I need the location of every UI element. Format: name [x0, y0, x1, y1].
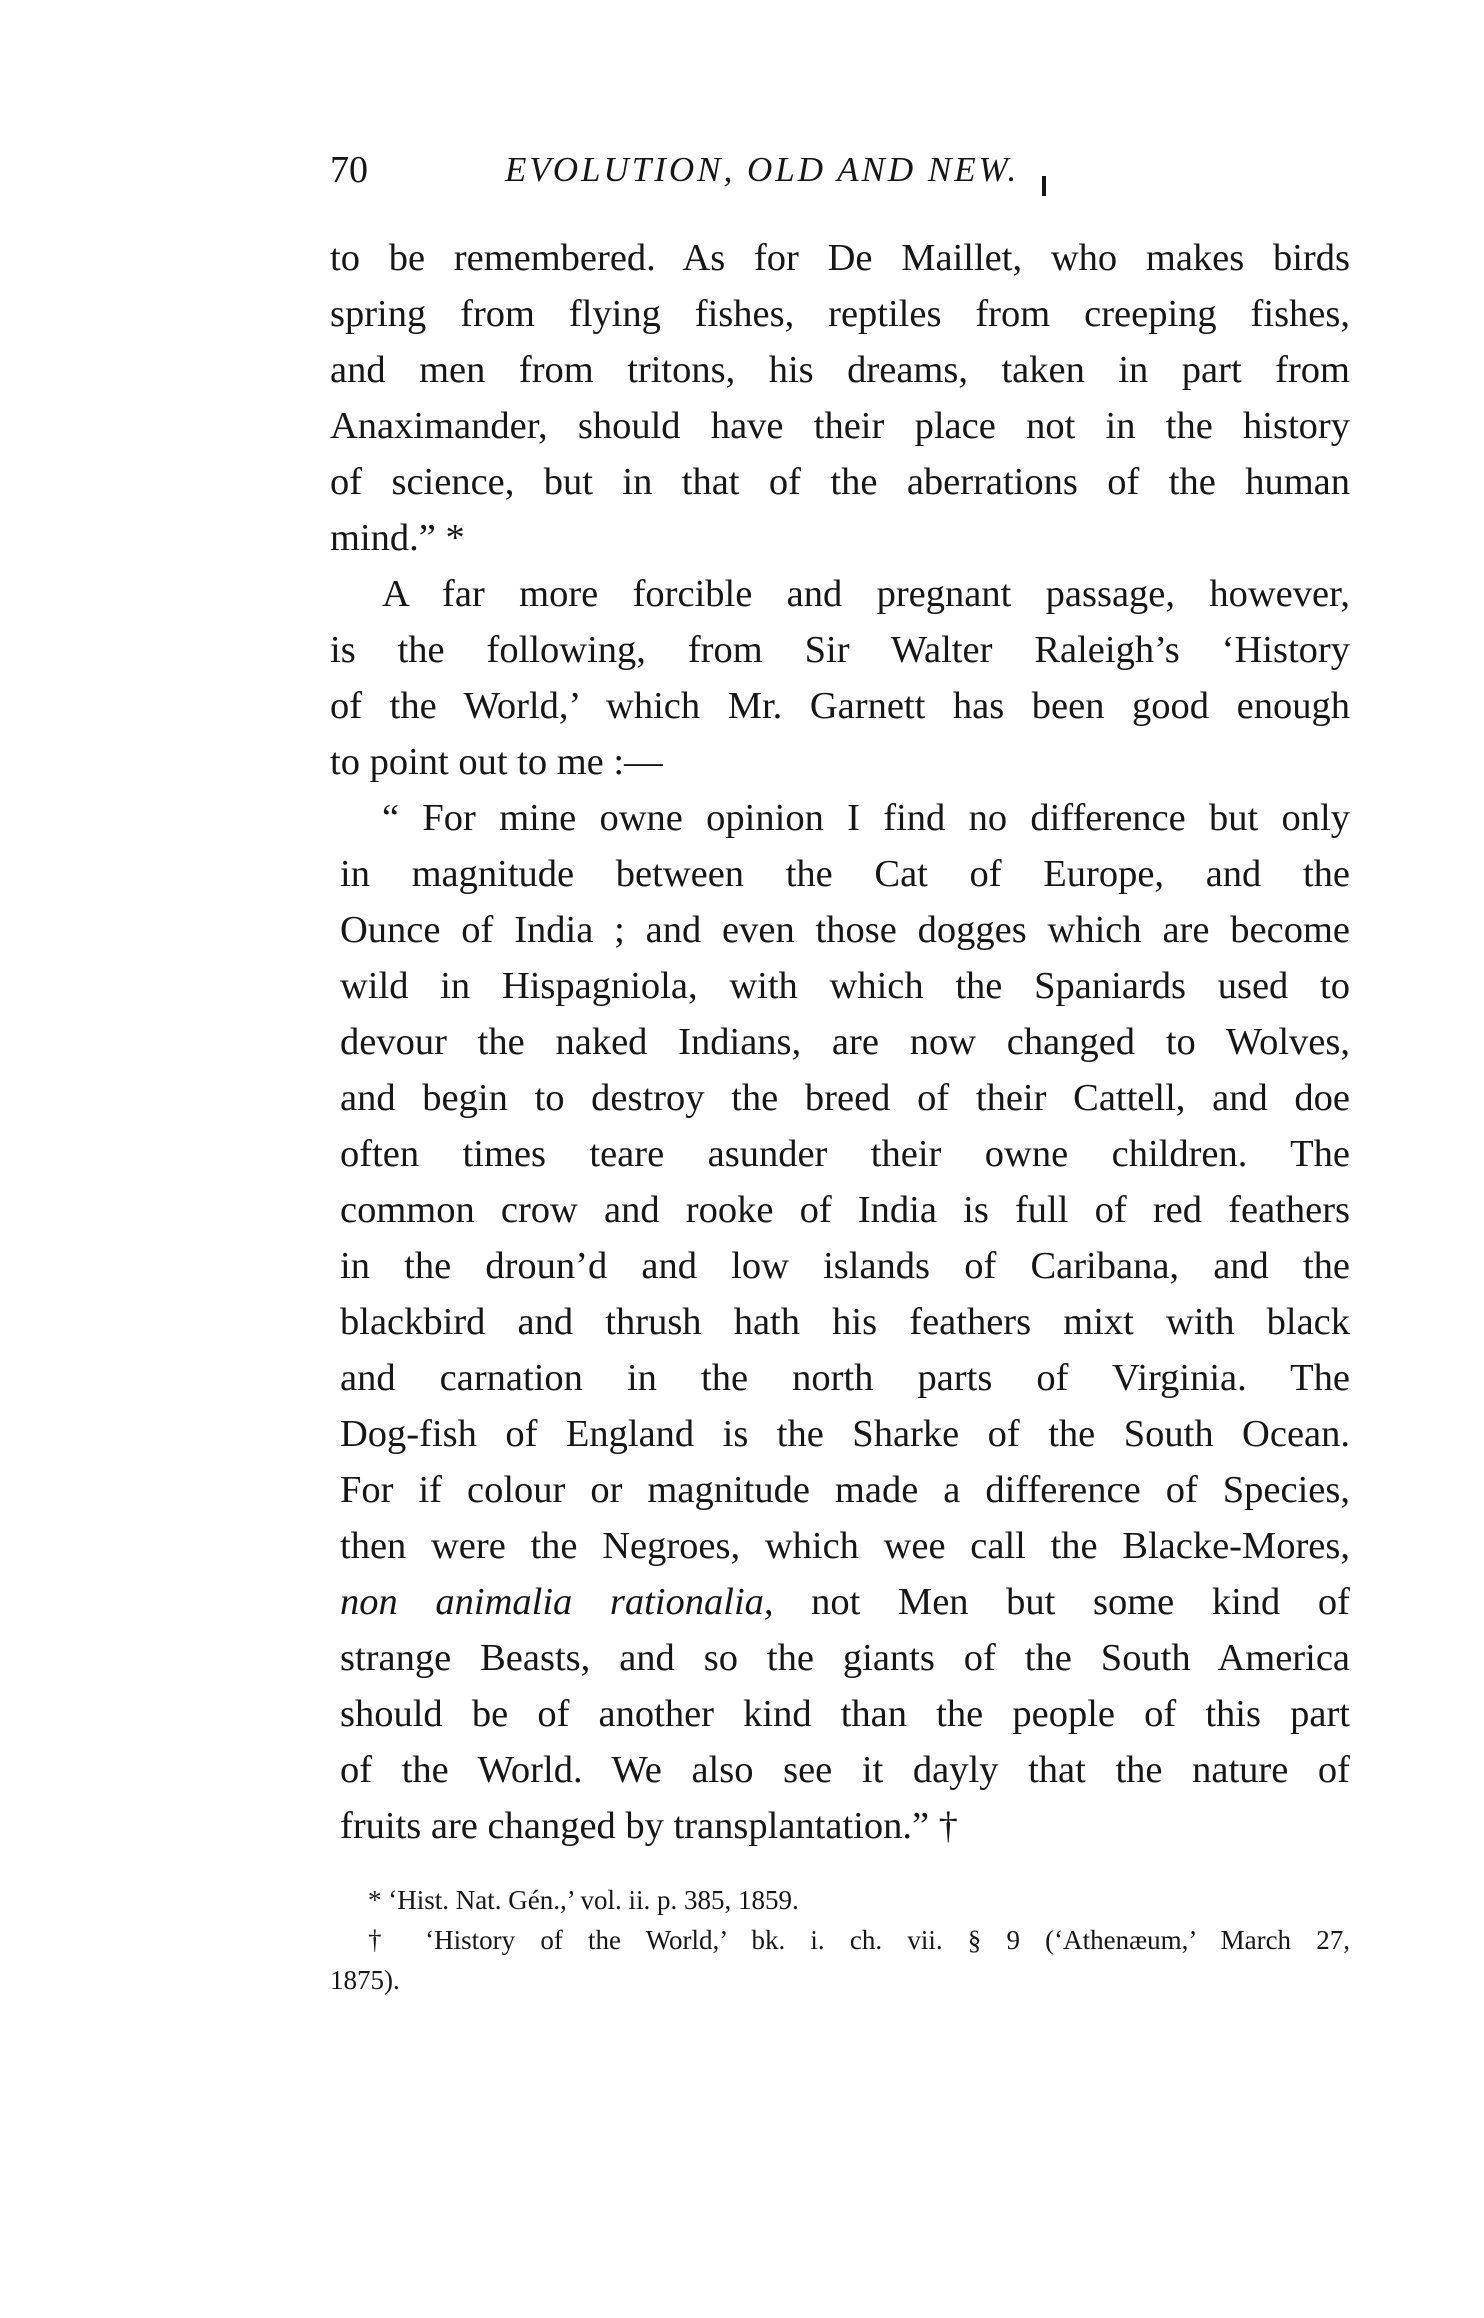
quote-line: Ounce of India ; and even those dogges which are become: [340, 909, 1350, 951]
raleigh-quotation: [330, 790, 1350, 1854]
quote-line: common crow and rooke of India is full of red feathers: [340, 1189, 1350, 1231]
paragraph-1: [330, 230, 1350, 566]
quote-line: strange Beasts, and so the giants of the South America: [340, 1637, 1350, 1679]
text-line: and men from tritons, his dreams, taken in part from: [330, 349, 1350, 391]
quote-line-latin: [330, 1574, 1350, 1630]
quote-line: and begin to destroy the breed of their Cattell, and doe: [340, 1077, 1350, 1119]
latin-phrase: non animalia rationalia,: [340, 1581, 774, 1623]
quote-line: blackbird and thrush hath his feathers mixt with black: [340, 1301, 1350, 1343]
quote-line: in the droun’d and low islands of Caribana, and the: [340, 1245, 1350, 1287]
quote-line: in magnitude between the Cat of Europe, and the: [340, 853, 1350, 895]
quote-line: “ For mine owne opinion I find no difference but only: [382, 797, 1350, 839]
quote-line: For if colour or magnitude made a difference of Species,: [340, 1469, 1350, 1511]
text-line: of the World,’ which Mr. Garnett has been good enough: [330, 685, 1350, 727]
text-line: mind.” *: [330, 517, 465, 559]
quote-line: often times teare asunder their owne children. The: [340, 1133, 1350, 1175]
text-line: Anaximander, should have their place not in the history: [330, 405, 1350, 447]
printer-mark: [1042, 176, 1046, 196]
text-line: spring from flying fishes, reptiles from creeping fishes,: [330, 293, 1350, 335]
footnote-1: * ‘Hist. Nat. Gén.,’ vol. ii. p. 385, 1859.: [368, 1885, 799, 1915]
latin-line-rest: not Men but some kind of: [773, 1581, 1350, 1623]
running-head: [330, 148, 1380, 208]
quote-line: wild in Hispagniola, with which the Spaniards used to: [340, 965, 1350, 1007]
text-line: to be remembered. As for De Maillet, who makes birds: [330, 237, 1350, 279]
quote-line: fruits are changed by transplantation.” †: [340, 1805, 958, 1847]
quote-line: devour the naked Indians, are now changed to Wolves,: [340, 1021, 1350, 1063]
text-line: is the following, from Sir Walter Raleigh’s ‘History: [330, 629, 1350, 671]
paragraph-2: [330, 566, 1350, 790]
footnote-2: † ‘History of the World,’ bk. i. ch. vii. § 9 (‘Athenæum,’ March 27,: [368, 1925, 1350, 1955]
page-number: 70: [330, 149, 368, 191]
quote-line: then were the Negroes, which wee call the Blacke-Mores,: [340, 1525, 1350, 1567]
text-line: to point out to me :—: [330, 741, 663, 783]
footnotes: [330, 1880, 1350, 2000]
quote-line: of the World. We also see it dayly that the nature of: [340, 1749, 1350, 1791]
text-line: of science, but in that of the aberrations of the human: [330, 461, 1350, 503]
running-title: EVOLUTION, OLD AND NEW.: [505, 150, 1020, 189]
quote-line: Dog-fish of England is the Sharke of the South Ocean.: [340, 1413, 1350, 1455]
quote-line: and carnation in the north parts of Virginia. The: [340, 1357, 1350, 1399]
quote-line: should be of another kind than the people of this part: [340, 1693, 1350, 1735]
footnote-2-continuation: 1875).: [330, 1965, 400, 1995]
body-text: [330, 230, 1350, 1854]
text-line: A far more forcible and pregnant passage, however,: [382, 573, 1350, 615]
